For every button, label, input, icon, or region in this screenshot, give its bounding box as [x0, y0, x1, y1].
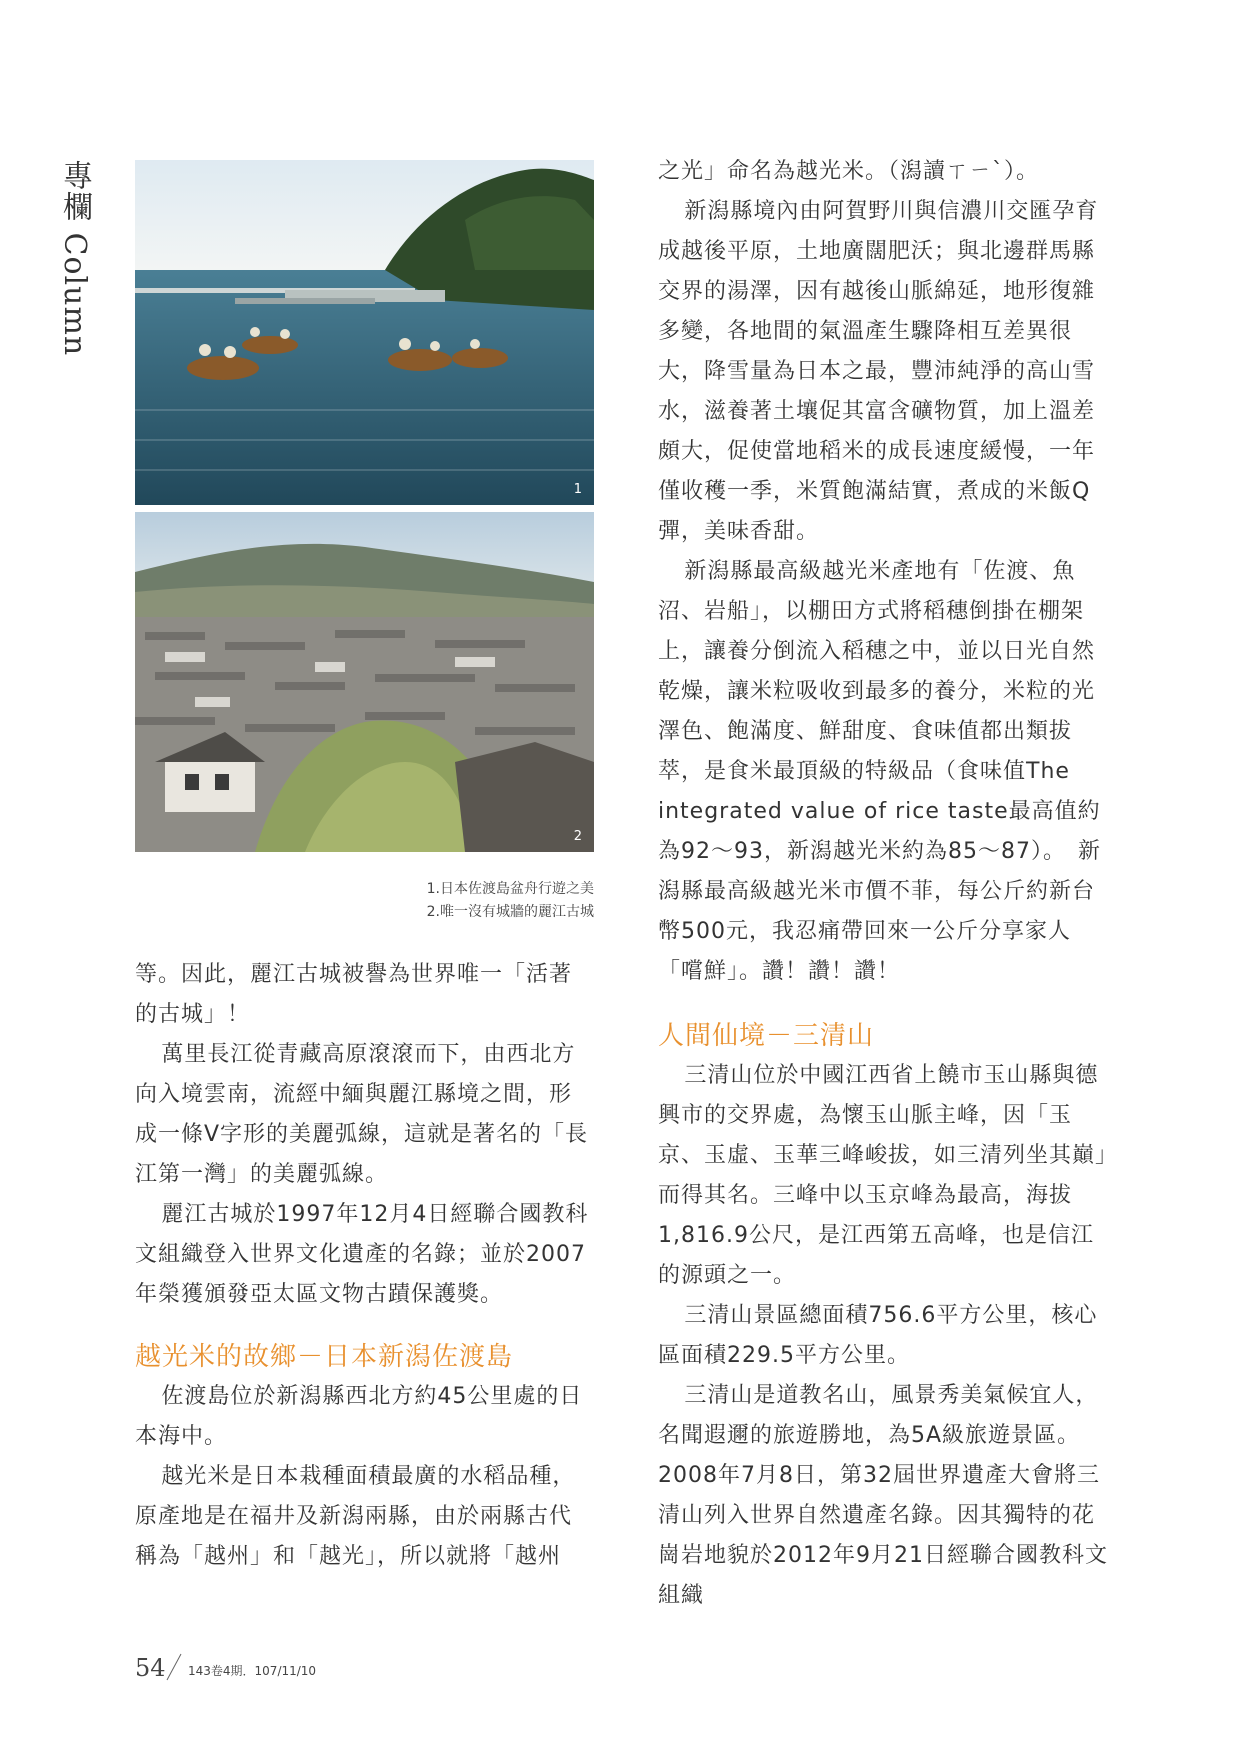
paragraph: 之光」命名為越光米。（潟讀ㄒㄧˋ）。	[658, 159, 1040, 184]
issue-info: 143卷4期．107/11/10	[188, 1664, 317, 1678]
slash-divider-icon	[165, 1652, 183, 1682]
photo-sado-tub-boats	[135, 160, 594, 505]
page-footer	[135, 1650, 535, 1686]
column-label: 專欄 Column	[57, 160, 92, 357]
paragraph: 新潟縣最高級越光米產地有「佐渡、魚沼、岩船」，以棚田方式將稻穗倒掛在棚架上，讓養分倒流入稻穗之中，並以日光自然乾燥，讓米粒吸收到最多的養分，米粒的光澤色、飽滿度、鮮甜度、食味值都出類拔萃，是食米最頂級的特級品（食味值The integrated value of rice taste最高值約為92～93，新潟越光米約為85～87）。 新潟縣最高級越光米市價不菲，每公斤約新台幣500元，我忍痛帶回來一公斤分享家人「嚐鮮」。讚！讚！讚！	[658, 559, 1101, 984]
section-heading: 人間仙境－三清山	[658, 1021, 875, 1051]
photo-number: 1	[573, 482, 582, 497]
paragraph: 三清山位於中國江西省上饒市玉山縣與德興市的交界處，為懷玉山脈主峰，因「玉京、玉虛、玉華三峰峻拔，如三清列坐其巔」而得其名。三峰中以玉京峰為最高，海拔1,816.9公尺，是江西第五高峰，也是信江的源頭之一。	[658, 1063, 1108, 1288]
caption-1: 1.日本佐渡島盆舟行遊之美	[426, 881, 594, 897]
page-number: 54	[135, 1654, 166, 1682]
paragraph: 萬里長江從青藏高原滾滾而下，由西北方向入境雲南，流經中緬與麗江縣境之間，形成一條V字形的美麗弧線，這就是著名的「長江第一灣」的美麗弧線。	[135, 1042, 589, 1187]
photo-captions	[135, 878, 594, 924]
section-heading: 越光米的故鄉－日本新潟佐渡島	[135, 1342, 514, 1372]
left-text-column	[135, 955, 594, 1577]
paragraph: 新潟縣境內由阿賀野川與信濃川交匯孕育成越後平原，土地廣闊肥沃；與北邊群馬縣交界的湯澤，因有越後山脈綿延，地形復雜多變，各地間的氣溫產生驟降相互差異很大，降雪量為日本之最，豐沛純淨的高山雪水，滋養著土壤促其富含礦物質，加上溫差頗大，促使當地稻米的成長速度緩慢，一年僅收穫一季，米質飽滿結實，煮成的米飯Q彈，美味香甜。	[658, 199, 1099, 544]
photo-number: 2	[573, 829, 582, 844]
right-text-column	[658, 152, 1114, 1616]
paragraph: 三清山是道教名山，風景秀美氣候宜人，名聞遐邇的旅遊勝地，為5A級旅遊景區。2008年7月8日，第32屆世界遺產大會將三清山列入世界自然遺產名錄。因其獨特的花崗岩地貌於2012年9月21日經聯合國教科文組織	[658, 1383, 1108, 1608]
paragraph: 等。因此，麗江古城被譽為世界唯一「活著的古城」！	[135, 962, 573, 1027]
paragraph: 三清山景區總面積756.6平方公里，核心區面積229.5平方公里。	[658, 1303, 1098, 1368]
paragraph: 麗江古城於1997年12月4日經聯合國教科文組織登入世界文化遺產的名錄；並於2007年榮獲頒發亞太區文物古蹟保護獎。	[135, 1202, 589, 1307]
paragraph: 佐渡島位於新潟縣西北方約45公里處的日本海中。	[135, 1384, 583, 1449]
photo-lijiang-old-town	[135, 512, 594, 852]
caption-2: 2.唯一沒有城牆的麗江古城	[426, 904, 594, 920]
paragraph: 越光米是日本栽種面積最廣的水稻品種，原產地是在福井及新潟兩縣，由於兩縣古代稱為「越州」和「越光」，所以就將「越州	[135, 1464, 576, 1569]
